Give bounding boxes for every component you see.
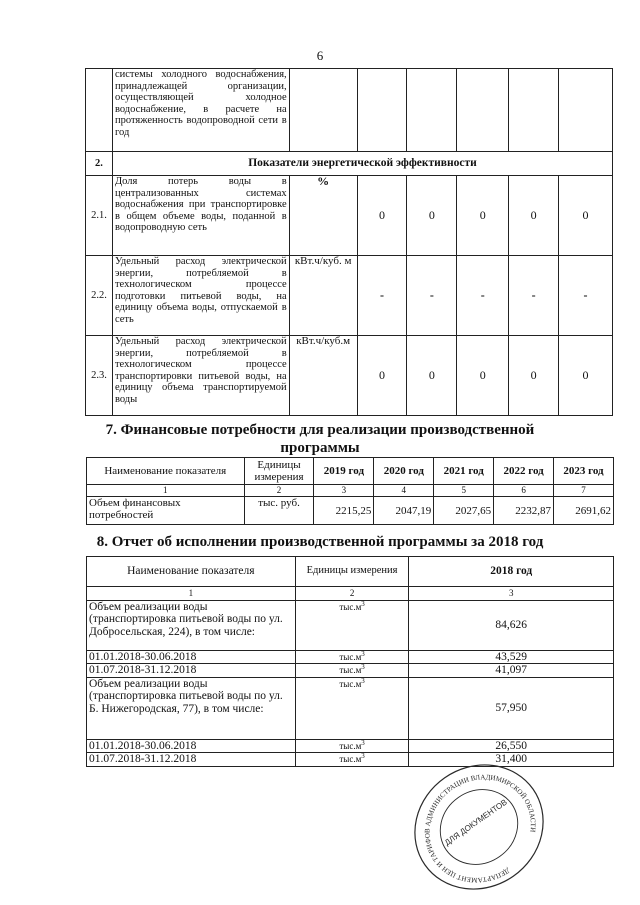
row-number: 2.3. xyxy=(86,336,113,416)
col-header: Единицы измерения xyxy=(244,458,314,485)
row-description: системы холодного водоснабжения, принадлежащей организации, осуществляющей холодное водоснабжение, в расчете на протяженность водопроводной сети в год xyxy=(112,69,289,152)
row-unit: тыс. руб. xyxy=(244,497,314,525)
row-value: 2215,25 xyxy=(314,497,374,525)
row-unit: $тыс.м^3$ xyxy=(295,753,409,767)
row-value: 2232,87 xyxy=(494,497,554,525)
row-value: 2047,19 xyxy=(374,497,434,525)
row-unit: % xyxy=(289,176,357,256)
row-unit: $тыс.м^3$ xyxy=(295,664,409,678)
row-description: Доля потерь воды в централизованных системах водоснабжения при транспортировке в общем объеме воды, поданной в водопроводную сеть xyxy=(112,176,289,256)
row-value: 84,626 xyxy=(409,600,614,650)
table-row xyxy=(86,69,613,152)
row-value: 2027,65 xyxy=(434,497,494,525)
table-row xyxy=(87,677,614,739)
section-row xyxy=(86,152,613,176)
table-row xyxy=(87,650,614,664)
row-name: Объем реализации воды (транспортировка питьевой воды по ул. Б. Нижегородская, 77), в том числе: xyxy=(87,677,296,739)
row-value: 0 xyxy=(407,336,457,416)
table-row xyxy=(86,176,613,256)
row-value: 26,550 xyxy=(409,739,614,753)
report-table xyxy=(86,556,614,767)
row-value: 0 xyxy=(407,176,457,256)
table-row xyxy=(87,497,614,525)
row-value: 41,097 xyxy=(409,664,614,678)
row-value: 0 xyxy=(357,176,407,256)
row-unit: $тыс.м^3$ xyxy=(295,739,409,753)
row-value: 0 xyxy=(457,336,509,416)
table-row xyxy=(86,256,613,336)
row-name: 01.07.2018-31.12.2018 xyxy=(87,753,296,767)
row-description: Удельный расход электрической энергии, потребляемой в технологическом процессе подготовки питьевой воды, на единицу объема воды, отпускаемой в сеть xyxy=(112,256,289,336)
row-name: Объем финансовых потребностей xyxy=(87,497,245,525)
row-unit: $тыс.м^3$ xyxy=(295,677,409,739)
row-value: 31,400 xyxy=(409,753,614,767)
row-description: Удельный расход электрической энергии, потребляемой в технологическом процессе транспортировки питьевой воды, на единицу объема транспортируемой воды xyxy=(112,336,289,416)
table-row xyxy=(87,600,614,650)
table-row xyxy=(87,664,614,678)
table-header-row xyxy=(87,458,614,485)
row-unit: кВт.ч/куб. м xyxy=(289,256,357,336)
row-value: 43,529 xyxy=(409,650,614,664)
row-value: 57,950 xyxy=(409,677,614,739)
col-header: 2020 год xyxy=(374,458,434,485)
table-row xyxy=(87,739,614,753)
section7-title: 7. Финансовые потребности для реализации производственной программы xyxy=(105,422,535,456)
col-header: Наименование показателя xyxy=(87,458,245,485)
column-number-row: 1 2 3 4 5 6 7 xyxy=(87,485,614,497)
section-number: 2. xyxy=(86,152,113,176)
col-header: 2022 год xyxy=(494,458,554,485)
stamp-ring-text: ДЕПАРТАМЕНТ ЦЕН И ТАРИФОВ АДМИНИСТРАЦИИ ВЛАДИМИРСКОЙ ОБЛАСТИ xyxy=(423,773,537,885)
row-unit: кВт.ч/куб.м xyxy=(289,336,357,416)
col-header: 2019 год xyxy=(314,458,374,485)
row-number: 2.2. xyxy=(86,256,113,336)
col-header: 2021 год xyxy=(434,458,494,485)
page-number: 6 xyxy=(316,48,324,63)
column-number-row: 1 2 3 xyxy=(87,587,614,601)
row-value: 0 xyxy=(457,176,509,256)
section-title: Показатели энергетической эффективности xyxy=(112,152,612,176)
row-value: - xyxy=(407,256,457,336)
row-value: 0 xyxy=(509,176,559,256)
row-value: 0 xyxy=(559,336,613,416)
row-value: - xyxy=(509,256,559,336)
col-header: 2023 год xyxy=(554,458,614,485)
table-header-row xyxy=(87,557,614,587)
row-value: - xyxy=(559,256,613,336)
row-name: Объем реализации воды (транспортировка питьевой воды по ул. Добросельская, 224), в том числе: xyxy=(87,600,296,650)
official-stamp xyxy=(404,762,554,892)
row-value: 0 xyxy=(357,336,407,416)
table-row xyxy=(86,336,613,416)
row-name: 01.01.2018-30.06.2018 xyxy=(87,650,296,664)
section8-title: 8. Отчет об исполнении производственной программы за 2018 год xyxy=(96,534,544,550)
row-value: - xyxy=(457,256,509,336)
financial-table xyxy=(86,457,614,525)
row-unit: $тыс.м^3$ xyxy=(295,600,409,650)
col-header: Единицы измерения xyxy=(295,557,409,587)
row-number: 2.1. xyxy=(86,176,113,256)
col-header: Наименование показателя xyxy=(87,557,296,587)
row-value: - xyxy=(357,256,407,336)
indicators-table xyxy=(85,68,613,416)
stamp-center-text: ДЛЯ ДОКУМЕНТОВ xyxy=(442,797,509,848)
row-value: 2691,62 xyxy=(554,497,614,525)
row-value: 0 xyxy=(509,336,559,416)
row-value: 0 xyxy=(559,176,613,256)
col-header: 2018 год xyxy=(409,557,614,587)
row-unit: $тыс.м^3$ xyxy=(295,650,409,664)
row-name: 01.01.2018-30.06.2018 xyxy=(87,739,296,753)
row-name: 01.07.2018-31.12.2018 xyxy=(87,664,296,678)
